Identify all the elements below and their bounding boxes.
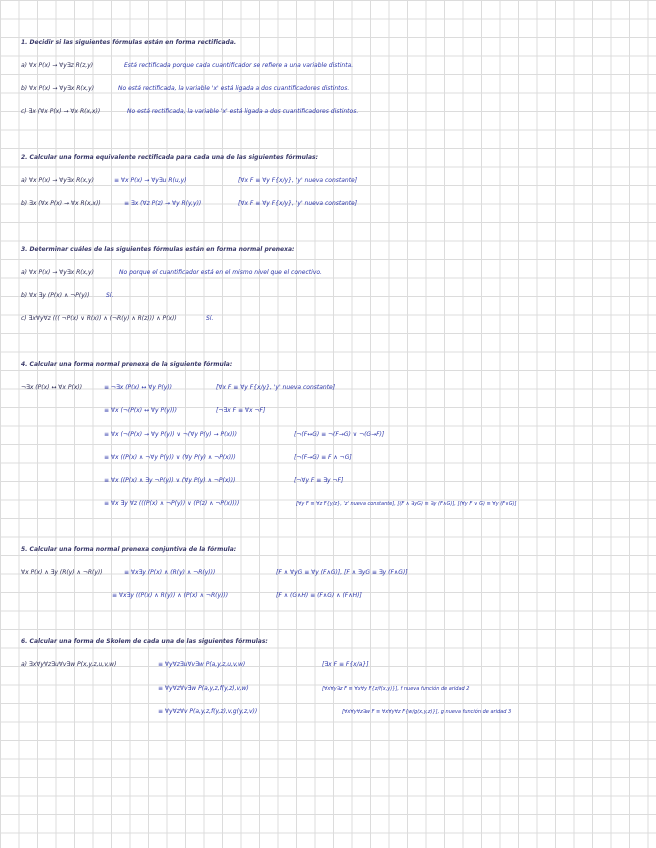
- s4-step-4-note: [¬(F→G) ≡ F ∧ ¬G]: [294, 454, 352, 461]
- s5-step-1-note: [F ∧ ∀yG ≡ ∀y (F∧G)], [F ∧ ∃yG ≡ ∃y (F∧G)]: [276, 569, 408, 576]
- s4-step-2-note: [¬∃x F ≡ ∀x ¬F]: [216, 407, 266, 414]
- s3-a-formula: a) ∀x P(x) → ∀y∃x R(x,y): [21, 269, 94, 276]
- s3-c-answer: Sí.: [206, 315, 214, 322]
- s4-step-1-note: [∀x F ≡ ∀y F{x/y}, 'y' nueva constante]: [216, 384, 336, 391]
- s1-a-formula: a) ∀x P(x) → ∀y∃z R(z,y): [21, 62, 94, 69]
- s1-c-formula: c) ∃x (∀x P(x) → ∀x R(x,x)): [21, 108, 101, 115]
- s4-step-6: ≡ ∀x ∃y ∀z (((P(x) ∧ ¬P(y)) ∨ (P(z) ∧ ¬P(x)))): [104, 500, 240, 507]
- s4-step-3: ≡ ∀x (¬(P(x) → ∀y P(y)) ∨ ¬(∀y P(y) → P(x))): [104, 431, 238, 438]
- s5-start-formula: ∀x P(x) ∧ ∃y (R(y) ∧ ¬R(y)): [21, 569, 103, 576]
- s2-a-formula: a) ∀x P(x) → ∀y∃x R(x,y): [21, 177, 94, 184]
- s5-step-2-note: [F ∧ (G∧H) ≡ (F∧G) ∧ (F∧H)]: [276, 592, 362, 599]
- s1-a-answer: Está rectificada porque cada cuantificador se refiere a una variable distinta.: [124, 62, 354, 69]
- s4-step-4: ≡ ∀x ((P(x) ∧ ¬∀y P(y)) ∨ (∀y P(y) ∧ ¬P(x))): [104, 454, 236, 461]
- s4-step-1: ≡ ¬∃x (P(x) ↔ ∀y P(y)): [104, 384, 172, 391]
- s1-c-answer: No está rectificada, la variable 'x' está ligada a dos cuantificadores distintos.: [127, 108, 359, 115]
- s3-c-formula: c) ∃x∀y∀z ((( ¬P(x) ∨ R(x)) ∧ (¬R(y) ∧ R(z))) ∧ P(x)): [21, 315, 177, 322]
- s2-a-note: [∀x F ≡ ∀y F{x/y}, 'y' nueva constante]: [238, 177, 358, 184]
- section-3-title: 3. Determinar cuáles de las siguientes fórmulas están en forma normal prenexa:: [21, 246, 295, 253]
- section-2-title: 2. Calcular una forma equivalente rectificada para cada una de las siguientes fórmulas:: [21, 154, 318, 161]
- s6-step-3: ≡ ∀y∀z∀v P(a,y,z,f(y,z),v,g(y,z,v)): [158, 708, 258, 715]
- section-5-title: 5. Calcular una forma normal prenexa conjuntiva de la fórmula:: [21, 546, 237, 553]
- s3-b-formula: b) ∀x ∃y (P(x) ∧ ¬P(y)): [21, 292, 90, 299]
- s1-b-answer: No está rectificada, la variable 'x' está ligada a dos cuantificadores distintos.: [118, 85, 350, 92]
- section-1-title: 1. Decidir si las siguientes fórmulas están en forma rectificada.: [21, 39, 237, 46]
- s5-step-2: ≡ ∀x∃y ((P(x) ∧ R(y)) ∧ (P(x) ∧ ¬R(y))): [112, 592, 229, 599]
- s3-a-answer: No porque el cuantificador está en el mismo nivel que el conectivo.: [119, 269, 322, 276]
- s2-a-equivalence: ≡ ∀x P(x) → ∀y∃u R(u,y): [114, 177, 187, 184]
- s3-b-answer: Sí.: [106, 292, 114, 299]
- s2-b-equivalence: ≡ ∃x (∀z P(z) → ∀y R(y,y)): [124, 200, 202, 207]
- s6-step-1: ≡ ∀y∀z∃u∀v∃w P(a,y,z,u,v,w): [158, 661, 246, 668]
- s4-step-2: ≡ ∀x (¬(P(x) ↔ ∀y P(y))): [104, 407, 177, 414]
- s4-step-3-note: [¬(F↔G) ≡ ¬(F→G) ∨ ¬(G→F)]: [294, 431, 385, 438]
- s6-step-1-note: [∃x F ≡ F{x/a}]: [322, 661, 369, 668]
- s6-step-3-note: [∀x∀y∀z∃w F ≡ ∀x∀y∀z F{w/g(x,y,z)}], g nueva función de aridad 3: [342, 709, 512, 715]
- s1-b-formula: b) ∀x P(x) → ∀y∃x R(x,y): [21, 85, 95, 92]
- s6-step-2-note: [∀x∀y∃z F ≡ ∀x∀y F{z/f(x,y)}], f nueva función de aridad 2: [322, 686, 470, 692]
- s4-step-5-note: [¬∀y F ≡ ∃y ¬F]: [294, 477, 344, 484]
- s6-step-2: ≡ ∀y∀z∀v∃w P(a,y,z,f(y,z),v,w): [158, 685, 249, 692]
- s4-start-formula: ¬∃x (P(x) ↔ ∀x P(x)): [21, 384, 83, 391]
- section-4-title: 4. Calcular una forma normal prenexa de la siguiente fórmula:: [21, 361, 233, 368]
- s2-b-note: [∀x F ≡ ∀y F{x/y}, 'y' nueva constante]: [238, 200, 358, 207]
- s2-b-formula: b) ∃x (∀x P(x) → ∀x R(x,x)): [21, 200, 101, 207]
- s5-step-1: ≡ ∀x∃y (P(x) ∧ (R(y) ∧ ¬R(y))): [124, 569, 216, 576]
- s4-step-6-note: [∀y F ≡ ∀z F{y/z}, 'z' nueva constante], [(F ∧ ∃yG) ≡ ∃y (F∧G)], [(∀y F ∨ G) ≡ ∀y (F∨G)]: [296, 501, 517, 507]
- section-6-title: 6. Calcular una forma de Skolem de cada una de las siguientes fórmulas:: [21, 638, 268, 645]
- s6-start-formula: a) ∃x∀y∀z∃u∀v∃w P(x,y,z,u,v,w): [21, 661, 117, 668]
- s4-step-5: ≡ ∀x ((P(x) ∧ ∃y ¬P(y)) ∨ (∀y P(y) ∧ ¬P(x))): [104, 477, 236, 484]
